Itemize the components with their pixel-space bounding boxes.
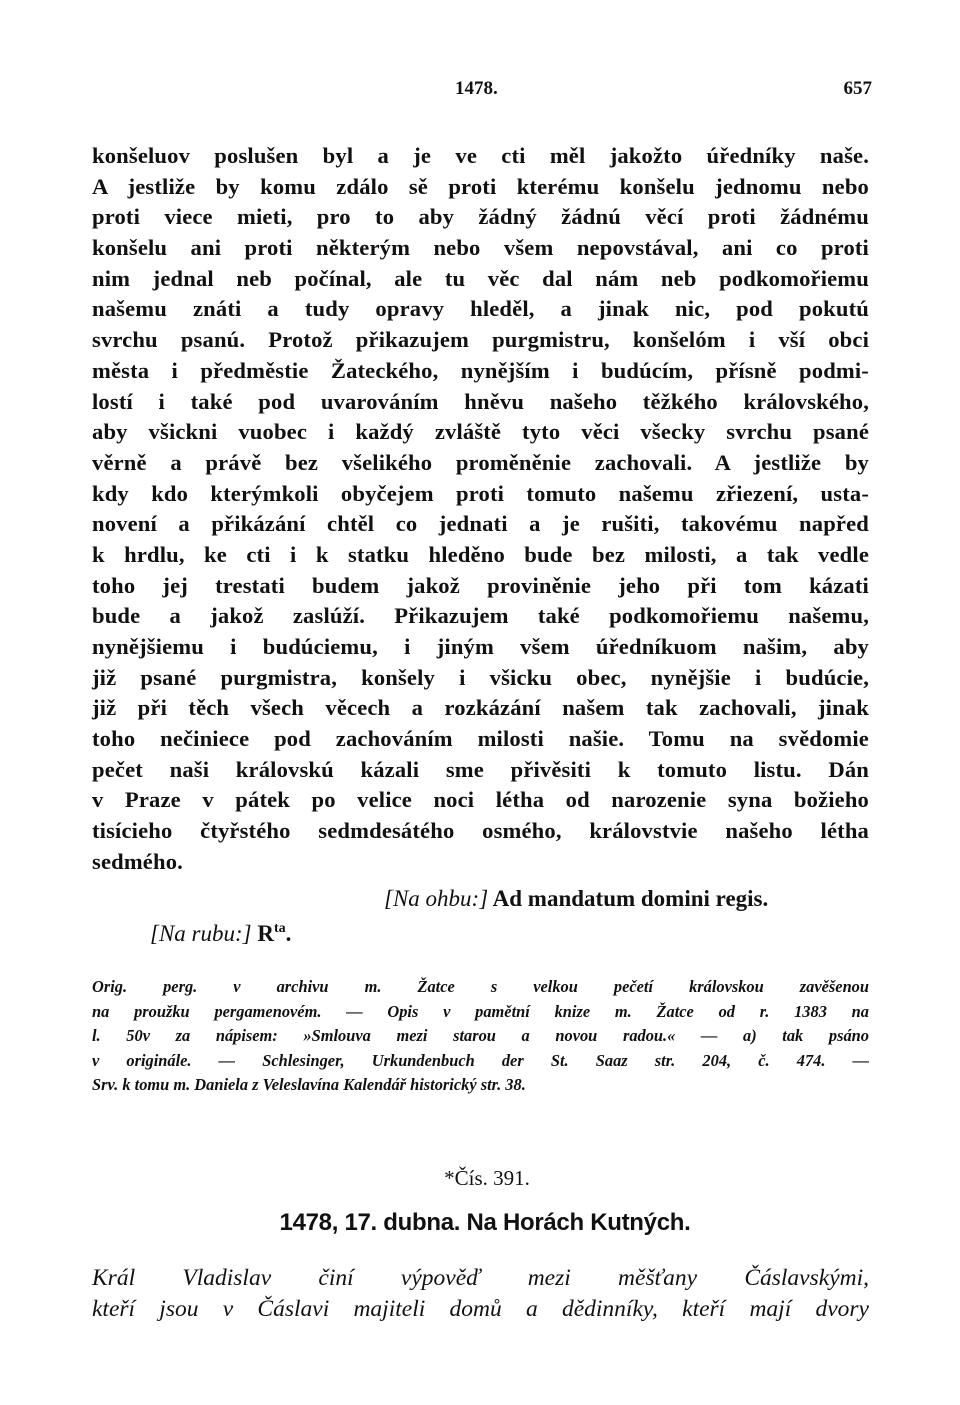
text-line: již při těch všech věcech a rozkázání našem tak zachovali, jinak [92, 695, 869, 721]
text-line: proti viece mieti, pro to aby žádný žádnú věcí proti žádnému [92, 204, 869, 230]
text-line: věrně a právě bez všelikého proměněnie zachovali. A jestliže by [92, 449, 869, 475]
document-summary [92, 1263, 869, 1325]
document-heading: 1478, 17. dubna. Na Horách Kutných. [279, 1209, 691, 1236]
text-line: v Praze v pátek po velice noci létha od narozenie syna božieho [92, 787, 869, 813]
text-line: A jestliže by komu zdálo sě proti kterému konšelu jednomu nebo [92, 173, 869, 199]
text-line: již psané purgmistra, konšely i všicku obec, nynějšie i budúcie, [92, 664, 869, 690]
charter-text [92, 141, 869, 878]
back-endorsement-text: R [251, 921, 274, 946]
text-line: svrchu psanú. Protož přikazujem purgmistru, konšelóm i vší obci [92, 327, 869, 353]
text-line: nim jednal neb počínal, ale tu věc dal nám neb podkomořiemu [92, 265, 869, 291]
text-line: pečet naši královskú kázali sme přivěsiti k tomuto listu. Dán [92, 756, 869, 782]
summary-line: Král Vladislav činí výpověď mezi měšťany Čáslavskými, [92, 1265, 869, 1291]
back-endorsement-tail: . [285, 921, 292, 946]
note-line: Srv. k tomu m. Daniela z Veleslavína Kalendář historický str. 38. [92, 1075, 526, 1094]
page-number: 657 [843, 78, 872, 99]
note-line: l. 50v za nápisem: »Smlouva mezi starou a novou radou.« — a) tak psáno [92, 1026, 869, 1045]
note-line: na proužku pergamenovém. — Opis v pamětní knize m. Žatce od r. 1383 na [92, 1001, 869, 1021]
back-endorsement [150, 921, 291, 947]
text-line: toho nečiniece pod zachováním milosti našie. Tomu na svědomie [92, 726, 869, 752]
text-line: aby všickni vuobec i každý zvláště tyto věci všecky svrchu psané [92, 419, 869, 445]
text-line: novení a přikázání chtěl co jednati a je rušiti, takovému napřed [92, 511, 869, 537]
source-notes [92, 975, 869, 1098]
text-line: sedmého. [92, 848, 183, 874]
text-line: kdy kdo kterýmkoli obyčejem proti tomuto našemu zřiezení, usta- [92, 480, 869, 506]
fold-endorsement-label: [Na ohbu:] [384, 886, 489, 911]
fold-endorsement [384, 886, 768, 912]
text-line: nynějšiemu i budúciemu, i jiným všem úředníkuom našim, aby [92, 634, 869, 659]
text-line: lostí i také pod uvarováním hněvu našeho těžkého královského, [92, 388, 869, 414]
text-line: konšeluov poslušen byl a je ve cti měl jakožto úředníky naše. [92, 143, 869, 168]
note-line: v originále. — Schlesinger, Urkundenbuch der St. Saaz str. 204, č. 474. — [92, 1050, 869, 1070]
running-header [0, 78, 960, 108]
text-line: bude a jakož zaslúží. Přikazujem také podkomořiemu našemu, [92, 603, 869, 629]
document-number: *Čís. 391. [444, 1166, 530, 1190]
text-line: tisícieho čtyřstého sedmdesátého osmého, královstvie našeho létha [92, 818, 869, 844]
fold-endorsement-text: Ad mandatum domini regis. [488, 886, 769, 911]
note-line: Orig. perg. v archivu m. Žatce s velkou pečetí královskou zavěšenou [92, 977, 869, 996]
text-line: k hrdlu, ke cti i k statku hleděno bude bez milosti, a tak vedle [92, 541, 869, 567]
summary-line: kteří jsou v Čáslavi majiteli domů a dědinníky, kteří mají dvory [92, 1296, 869, 1322]
text-line: města i předměstie Žateckého, nynějším i budúcím, přísně podmi- [92, 357, 869, 383]
back-endorsement-label: [Na rubu:] [150, 921, 252, 946]
text-line: našemu znáti a tudy opravy hleděl, a jinak nic, pod pokutú [92, 296, 869, 322]
header-year: 1478. [455, 78, 498, 99]
text-line: toho jej trestati budem jakož proviněnie jeho při tom kázati [92, 572, 869, 598]
back-endorsement-superscript: ta [273, 921, 286, 936]
text-line: konšelu ani proti některým nebo všem nepovstával, ani co proti [92, 235, 869, 261]
